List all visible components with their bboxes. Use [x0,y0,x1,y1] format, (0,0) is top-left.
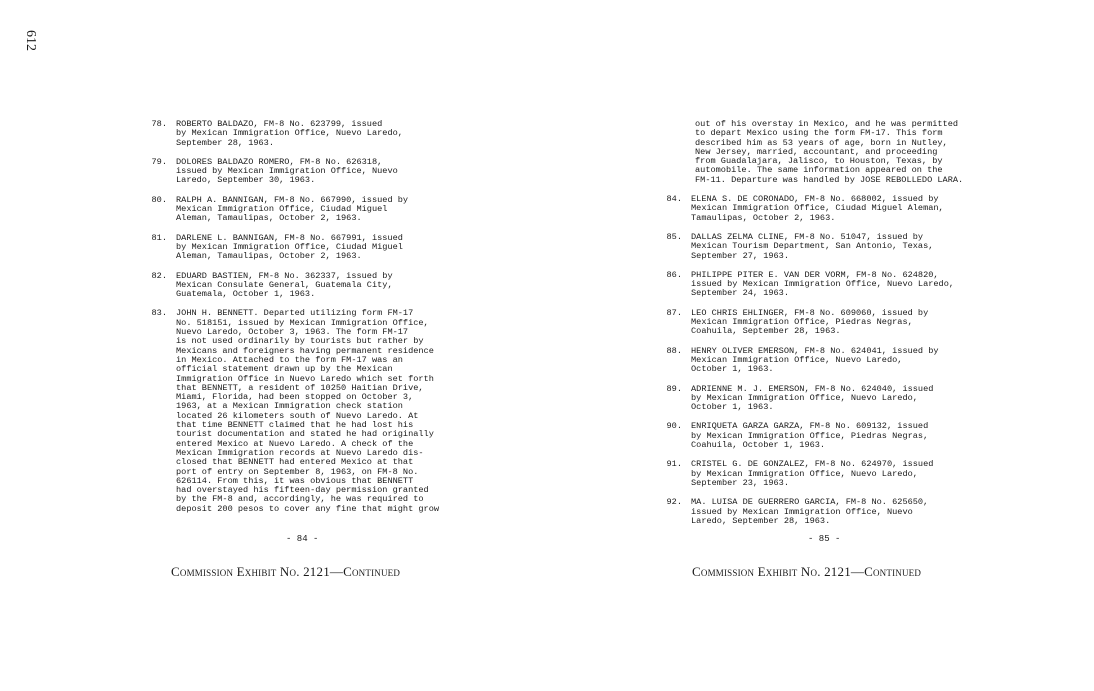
entry-text: RALPH A. BANNIGAN, FM-8 No. 667990, issued by Mexican Immigration Office, Ciudad Miguel Aleman, Tamaulipas, October 2, 1963. [176,194,409,224]
list-item [143,196,468,224]
entry-number: 82. [151,270,167,281]
entry-number: 81. [151,232,167,243]
entry-text: HENRY OLIVER EMERSON, FM-8 No. 624041, issued by Mexican Immigration Office, Nuevo Laredo, October 1, 1963. [691,345,939,375]
list-item [658,195,988,223]
entry-number: 83. [151,308,167,319]
list-item [658,233,988,261]
entry-number: 86. [666,269,682,280]
entry-number: 88. [666,345,682,356]
continued-paragraph: out of his overstay in Mexico, and he was permitted to depart Mexico using the form FM-17. This form described him as 53 years of age, born in Nutley, New Jersey, married, accountant, and proceeding from Guadalajara, Jalisco, to Houston, Texas, by automobile. The same information appeared on the FM-11. Departure was handled by JOSE REBOLLEDO LARA. [695,119,964,185]
entry-text: PHILIPPE PITER E. VAN DER VORM, FM-8 No. 624820, issued by Mexican Immigration Office, Nuevo Laredo, September 24, 1963. [691,269,955,299]
entry-text: CRISTEL G. DE GONZALEZ, FM-8 No. 624970, issued by Mexican Immigration Office, Nuevo Laredo, September 23, 1963. [691,459,934,488]
entry-text: DALLAS ZELMA CLINE, FM-8 No. 51047, issued by Mexican Tourism Department, San Antonio, Texas, September 27, 1963. [691,231,934,261]
entry-number: 87. [666,307,682,318]
entry-number: 79. [151,156,167,167]
list-item [143,234,468,262]
list-item [143,158,468,186]
list-item [658,271,988,299]
entry-text: ADRIENNE M. J. EMERSON, FM-8 No. 624040, issued by Mexican Immigration Office, Nuevo Laredo, October 1, 1963. [691,383,934,413]
list-item [658,309,988,337]
entry-number: 84. [666,194,682,205]
entry-text: MA. LUISA DE GUERRERO GARCIA, FM-8 No. 625650, issued by Mexican Immigration Office, Nuevo Laredo, September 28, 1963. [691,497,929,526]
entry-number: 91. [666,459,682,470]
right-page-column [658,120,988,536]
list-item [658,385,988,413]
entry-text: JOHN H. BENNETT. Departed utilizing form FM-17 No. 518151, issued by Mexican Immigration Office, Nuevo Laredo, October 3, 1963. The form FM-17 is not used ordinarily by tourists but rather by Mexicans and foreigners having permanent residence in Mexico. Attached to the form FM-17 was an official statement drawn up by the Mexican Immigration Office in Nuevo Laredo which set forth that BENNETT, a resident of 10250 Haitian Drive, Miami, Florida, had been stopped on October 3, 1963, at a Mexican Immigration check station located 26 kilometers south of Nuevo Laredo. At that time BENNETT claimed that he had lost his tourist documentation and stated he had originally entered Mexico at Nuevo Laredo. A check of the Mexican Immigration records at Nuevo Laredo dis- closed that BENNETT had entered Mexico at that port of entry on September 8, 1963, on FM-8 No. 626114. From this, it was obvious that BENNETT had overstayed his fifteen-day permission granted by the FM-8 and, accordingly, he was required to deposit 200 pesos to cover any fine that might grow [176,308,440,514]
entry-number: 90. [666,421,682,432]
right-folio: - 85 - [808,534,841,544]
list-item [143,120,468,148]
entry-text: LEO CHRIS EHLINGER, FM-8 No. 609060, issued by Mexican Immigration Office, Piedras Negras, Coahuila, September 28, 1963. [691,307,929,337]
list-item [143,272,468,300]
entry-text: ENRIQUETA GARZA GARZA, FM-8 No. 609132, issued by Mexican Immigration Office, Piedras Negras, Coahuila, October 1, 1963. [691,421,929,451]
left-exhibit-caption: Commission Exhibit No. 2121—Continued [171,564,401,579]
entry-number: 78. [151,119,167,129]
entry-text: ROBERTO BALDAZO, FM-8 No. 623799, issued by Mexican Immigration Office, Nuevo Laredo, September 28, 1963. [176,119,403,148]
entry-text: ELENA S. DE CORONADO, FM-8 No. 668002, issued by Mexican Immigration Office, Ciudad Miguel Aleman, Tamaulipas, October 2, 1963. [691,194,944,223]
list-item [658,498,988,526]
entry-text: DARLENE L. BANNIGAN, FM-8 No. 667991, issued by Mexican Immigration Office, Ciudad Miguel Aleman, Tamaulipas, October 2, 1963. [176,232,403,262]
right-exhibit-caption: Commission Exhibit No. 2121—Continued [692,564,922,579]
list-item [658,422,988,450]
page-number: 612 [23,30,38,51]
entry-text: EDUARD BASTIEN, FM-8 No. 362337, issued by Mexican Consulate General, Guatemala City, Guatemala, October 1, 1963. [176,270,393,300]
entry-text: DOLORES BALDAZO ROMERO, FM-8 No. 626318, issued by Mexican Immigration Office, Nuevo Laredo, September 30, 1963. [176,156,398,186]
entry-number: 85. [666,231,682,242]
list-item [658,347,988,375]
left-folio: - 84 - [286,534,319,544]
left-page-column [143,120,468,524]
entry-number: 92. [666,497,682,508]
list-item [658,460,988,488]
entry-number: 89. [666,383,682,394]
entry-number: 80. [151,194,167,205]
list-item [143,309,468,514]
